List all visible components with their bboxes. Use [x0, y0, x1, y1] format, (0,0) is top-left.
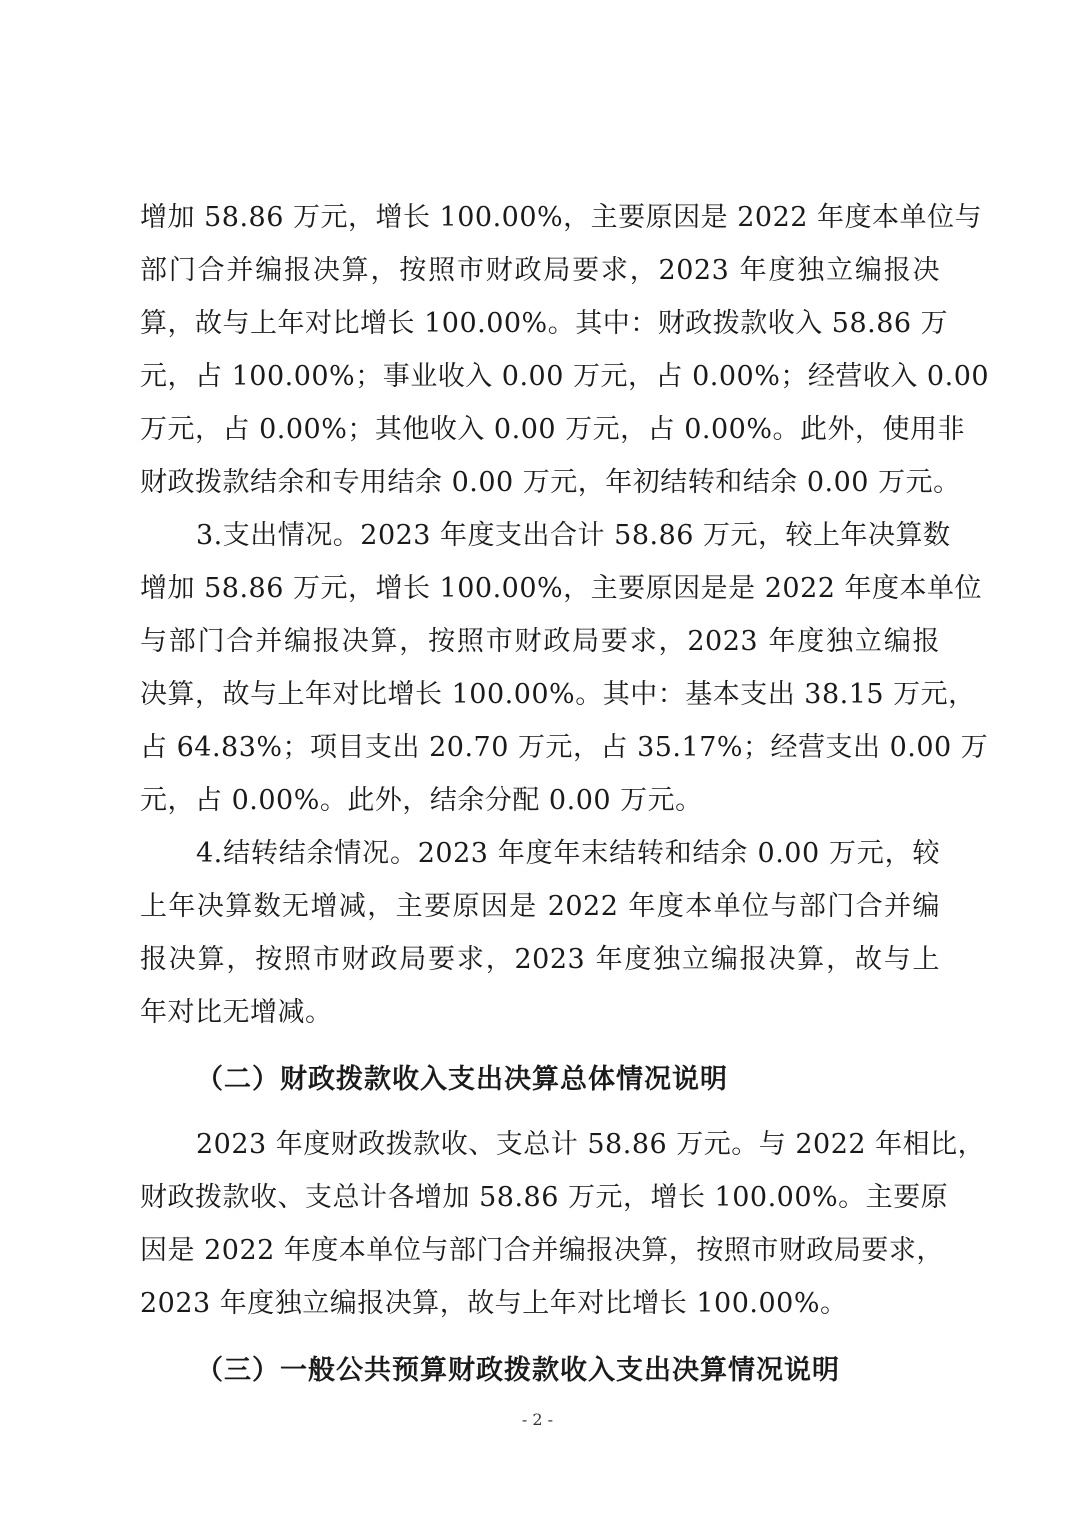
paragraph-carryover [140, 827, 940, 1039]
text-line: 2023 年度财政拨款收、支总计 58.86 万元。与 2022 年相比， [196, 1129, 986, 1160]
text-line: 因是 2022 年度本单位与部门合并编报决算，按照市财政局要求， [140, 1235, 944, 1266]
text-line: 报决算，按照市财政局要求，2023 年度独立编报决算，故与上 [140, 944, 940, 975]
document-body [140, 191, 990, 1397]
text-line: 财政拨款结余和专用结余 0.00 万元，年初结转和结余 0.00 万元。 [140, 467, 961, 498]
text-line: 万元，占 0.00%；其他收入 0.00 万元，占 0.00%。此外，使用非 [140, 414, 965, 445]
paragraph-income [140, 191, 990, 509]
section-heading: （二）财政拨款收入支出决算总体情况说明 [196, 1064, 728, 1095]
text-line: 部门合并编报决算，按照市财政局要求，2023 年度独立编报决 [140, 255, 940, 286]
text-line: 上年决算数无增减，主要原因是 2022 年度本单位与部门合并编 [140, 891, 940, 922]
page-number: - 2 - [521, 1410, 554, 1429]
paragraph-expenditure [140, 509, 989, 827]
text-line: 财政拨款收、支总计各增加 58.86 万元，增长 100.00%。主要原 [140, 1182, 949, 1213]
text-line: 算，故与上年对比增长 100.00%。其中：财政拨款收入 58.86 万 [140, 308, 949, 339]
text-line: 年对比无增减。 [140, 997, 333, 1028]
text-line: 占 64.83%；项目支出 20.70 万元，占 35.17%；经营支出 0.00 万 [140, 732, 989, 763]
text-line: 增加 58.86 万元，增长 100.00%，主要原因是 2022 年度本单位与 [140, 202, 983, 233]
text-line: 与部门合并编报决算，按照市财政局要求，2023 年度独立编报 [140, 626, 940, 657]
text-line: 元，占 0.00%。此外，结余分配 0.00 万元。 [140, 785, 703, 816]
text-line: 3.支出情况。2023 年度支出合计 58.86 万元，较上年决算数 [196, 520, 951, 551]
section-heading: （三）一般公共预算财政拨款收入支出决算情况说明 [196, 1355, 840, 1386]
text-line: 4.结转结余情况。2023 年度年末结转和结余 0.00 万元，较 [196, 838, 940, 869]
text-line: 增加 58.86 万元，增长 100.00%，主要原因是是 2022 年度本单位 [140, 573, 983, 604]
text-line: 2023 年度独立编报决算，故与上年对比增长 100.00%。 [140, 1288, 848, 1319]
text-line: 决算，故与上年对比增长 100.00%。其中：基本支出 38.15 万元， [140, 679, 976, 710]
paragraph-fiscal-summary [140, 1118, 986, 1330]
text-line: 元，占 100.00%；事业收入 0.00 万元，占 0.00%；经营收入 0.00 [140, 361, 990, 392]
